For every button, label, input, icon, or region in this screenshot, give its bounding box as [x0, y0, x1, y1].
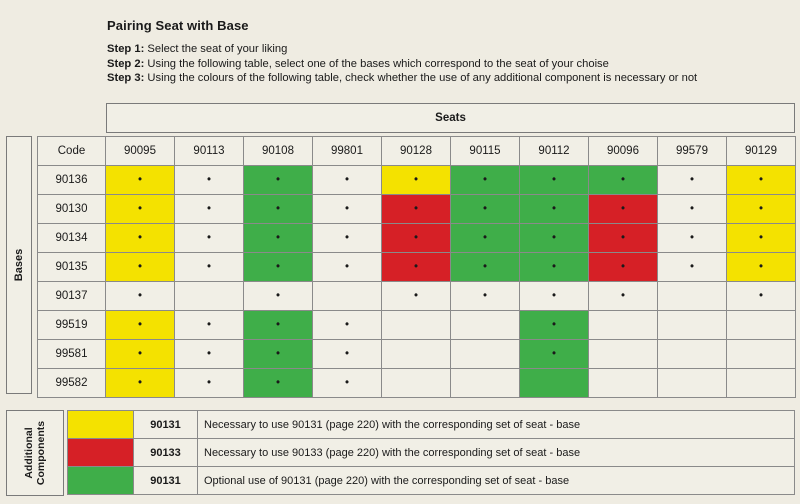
pairing-cell: •	[382, 282, 451, 311]
pairing-cell	[175, 282, 244, 311]
pairing-cell: •	[106, 253, 175, 282]
pairing-cell: •	[382, 166, 451, 195]
pairing-cell	[382, 311, 451, 340]
pairing-cell	[658, 369, 727, 398]
step-3: Step 3: Using the colours of the following table, check whether the use of any additional component is necessary or not	[107, 72, 698, 84]
base-code: 90130	[38, 195, 106, 224]
pairing-cell: •	[106, 282, 175, 311]
step-1: Step 1: Select the seat of your liking	[107, 43, 288, 55]
pairing-cell	[451, 340, 520, 369]
legend-code: 90131	[134, 467, 198, 495]
pairing-cell	[727, 369, 796, 398]
pairing-cell	[451, 369, 520, 398]
pairing-cell: •	[313, 253, 382, 282]
base-code: 90135	[38, 253, 106, 282]
base-row	[38, 195, 796, 224]
pairing-cell: •	[520, 253, 589, 282]
pairing-cell: •	[244, 340, 313, 369]
pairing-cell: •	[658, 166, 727, 195]
pairing-cell: •	[175, 340, 244, 369]
base-code: 90136	[38, 166, 106, 195]
additional-components-label: Additional Components	[6, 410, 64, 496]
pairing-cell: •	[313, 224, 382, 253]
pairing-cell: •	[589, 166, 658, 195]
pairing-cell: •	[589, 224, 658, 253]
pairing-cell: •	[451, 166, 520, 195]
legend-swatch-yellow	[68, 411, 134, 439]
pairing-cell: •	[382, 195, 451, 224]
pairing-table	[37, 136, 796, 398]
pairing-cell: •	[106, 311, 175, 340]
seat-codes-row	[38, 137, 796, 166]
pairing-cell	[658, 311, 727, 340]
pairing-cell: •	[244, 195, 313, 224]
legend-code: 90133	[134, 439, 198, 467]
base-code: 99519	[38, 311, 106, 340]
legend-description: Optional use of 90131 (page 220) with the corresponding set of seat - base	[198, 467, 795, 495]
pairing-cell	[589, 369, 658, 398]
pairing-cell: •	[451, 253, 520, 282]
pairing-cell: •	[520, 195, 589, 224]
seat-header: 90129	[727, 137, 796, 166]
pairing-cell: •	[175, 253, 244, 282]
base-row	[38, 166, 796, 195]
pairing-cell: •	[106, 369, 175, 398]
pairing-cell: •	[520, 166, 589, 195]
pairing-cell	[382, 340, 451, 369]
pairing-cell: •	[175, 195, 244, 224]
legend-swatch-red	[68, 439, 134, 467]
pairing-cell: •	[520, 340, 589, 369]
pairing-cell: •	[313, 340, 382, 369]
pairing-cell	[589, 311, 658, 340]
code-header: Code	[38, 137, 106, 166]
legend-row	[68, 411, 795, 439]
pairing-cell: •	[520, 282, 589, 311]
legend-row	[68, 467, 795, 495]
legend-description: Necessary to use 90131 (page 220) with the corresponding set of seat - base	[198, 411, 795, 439]
pairing-cell: •	[244, 369, 313, 398]
legend-row	[68, 439, 795, 467]
base-row	[38, 282, 796, 311]
seat-header: 90115	[451, 137, 520, 166]
legend-swatch-green	[68, 467, 134, 495]
pairing-cell: •	[313, 369, 382, 398]
base-row	[38, 311, 796, 340]
pairing-cell	[727, 311, 796, 340]
seat-header: 99579	[658, 137, 727, 166]
pairing-cell: •	[727, 166, 796, 195]
pairing-cell: •	[589, 282, 658, 311]
pairing-cell	[313, 282, 382, 311]
base-row	[38, 253, 796, 282]
seat-header: 90113	[175, 137, 244, 166]
pairing-cell: •	[175, 369, 244, 398]
pairing-cell: •	[727, 224, 796, 253]
legend-description: Necessary to use 90133 (page 220) with the corresponding set of seat - base	[198, 439, 795, 467]
seat-header: 90108	[244, 137, 313, 166]
seats-header: Seats	[106, 103, 795, 133]
pairing-cell: •	[244, 253, 313, 282]
pairing-cell	[658, 340, 727, 369]
bases-label: Bases	[6, 136, 32, 394]
pairing-cell: •	[244, 311, 313, 340]
legend-table	[67, 410, 795, 495]
legend-code: 90131	[134, 411, 198, 439]
pairing-cell: •	[658, 253, 727, 282]
page-title: Pairing Seat with Base	[107, 18, 249, 33]
pairing-cell: •	[106, 166, 175, 195]
pairing-cell: •	[451, 195, 520, 224]
pairing-cell	[658, 282, 727, 311]
pairing-cell	[451, 311, 520, 340]
base-code: 99582	[38, 369, 106, 398]
pairing-cell	[382, 369, 451, 398]
base-code: 90134	[38, 224, 106, 253]
pairing-cell: •	[106, 340, 175, 369]
step-2: Step 2: Using the following table, select one of the bases which correspond to the seat of your choise	[107, 57, 609, 70]
pairing-cell: •	[313, 195, 382, 224]
pairing-cell	[589, 340, 658, 369]
pairing-cell: •	[244, 166, 313, 195]
seat-header: 90128	[382, 137, 451, 166]
base-row	[38, 369, 796, 398]
pairing-cell: •	[175, 224, 244, 253]
seat-header: 90096	[589, 137, 658, 166]
pairing-cell: •	[727, 195, 796, 224]
pairing-cell: •	[175, 311, 244, 340]
pairing-cell: •	[175, 166, 244, 195]
pairing-cell: •	[451, 224, 520, 253]
pairing-cell: •	[727, 253, 796, 282]
pairing-cell	[727, 340, 796, 369]
pairing-cell: •	[106, 224, 175, 253]
pairing-cell: •	[451, 282, 520, 311]
pairing-cell: •	[520, 224, 589, 253]
pairing-cell: •	[106, 195, 175, 224]
base-row	[38, 224, 796, 253]
pairing-cell: •	[313, 166, 382, 195]
pairing-cell: •	[382, 224, 451, 253]
pairing-cell: •	[313, 311, 382, 340]
pairing-cell: •	[382, 253, 451, 282]
seat-header: 90095	[106, 137, 175, 166]
pairing-cell: •	[589, 253, 658, 282]
pairing-cell: •	[244, 224, 313, 253]
pairing-cell	[520, 369, 589, 398]
base-code: 90137	[38, 282, 106, 311]
pairing-cell: •	[244, 282, 313, 311]
seat-header: 90112	[520, 137, 589, 166]
pairing-cell: •	[658, 224, 727, 253]
seat-header: 99801	[313, 137, 382, 166]
pairing-cell: •	[727, 282, 796, 311]
pairing-cell: •	[589, 195, 658, 224]
instructions	[107, 42, 697, 86]
pairing-cell: •	[520, 311, 589, 340]
base-row	[38, 340, 796, 369]
pairing-cell: •	[658, 195, 727, 224]
base-code: 99581	[38, 340, 106, 369]
